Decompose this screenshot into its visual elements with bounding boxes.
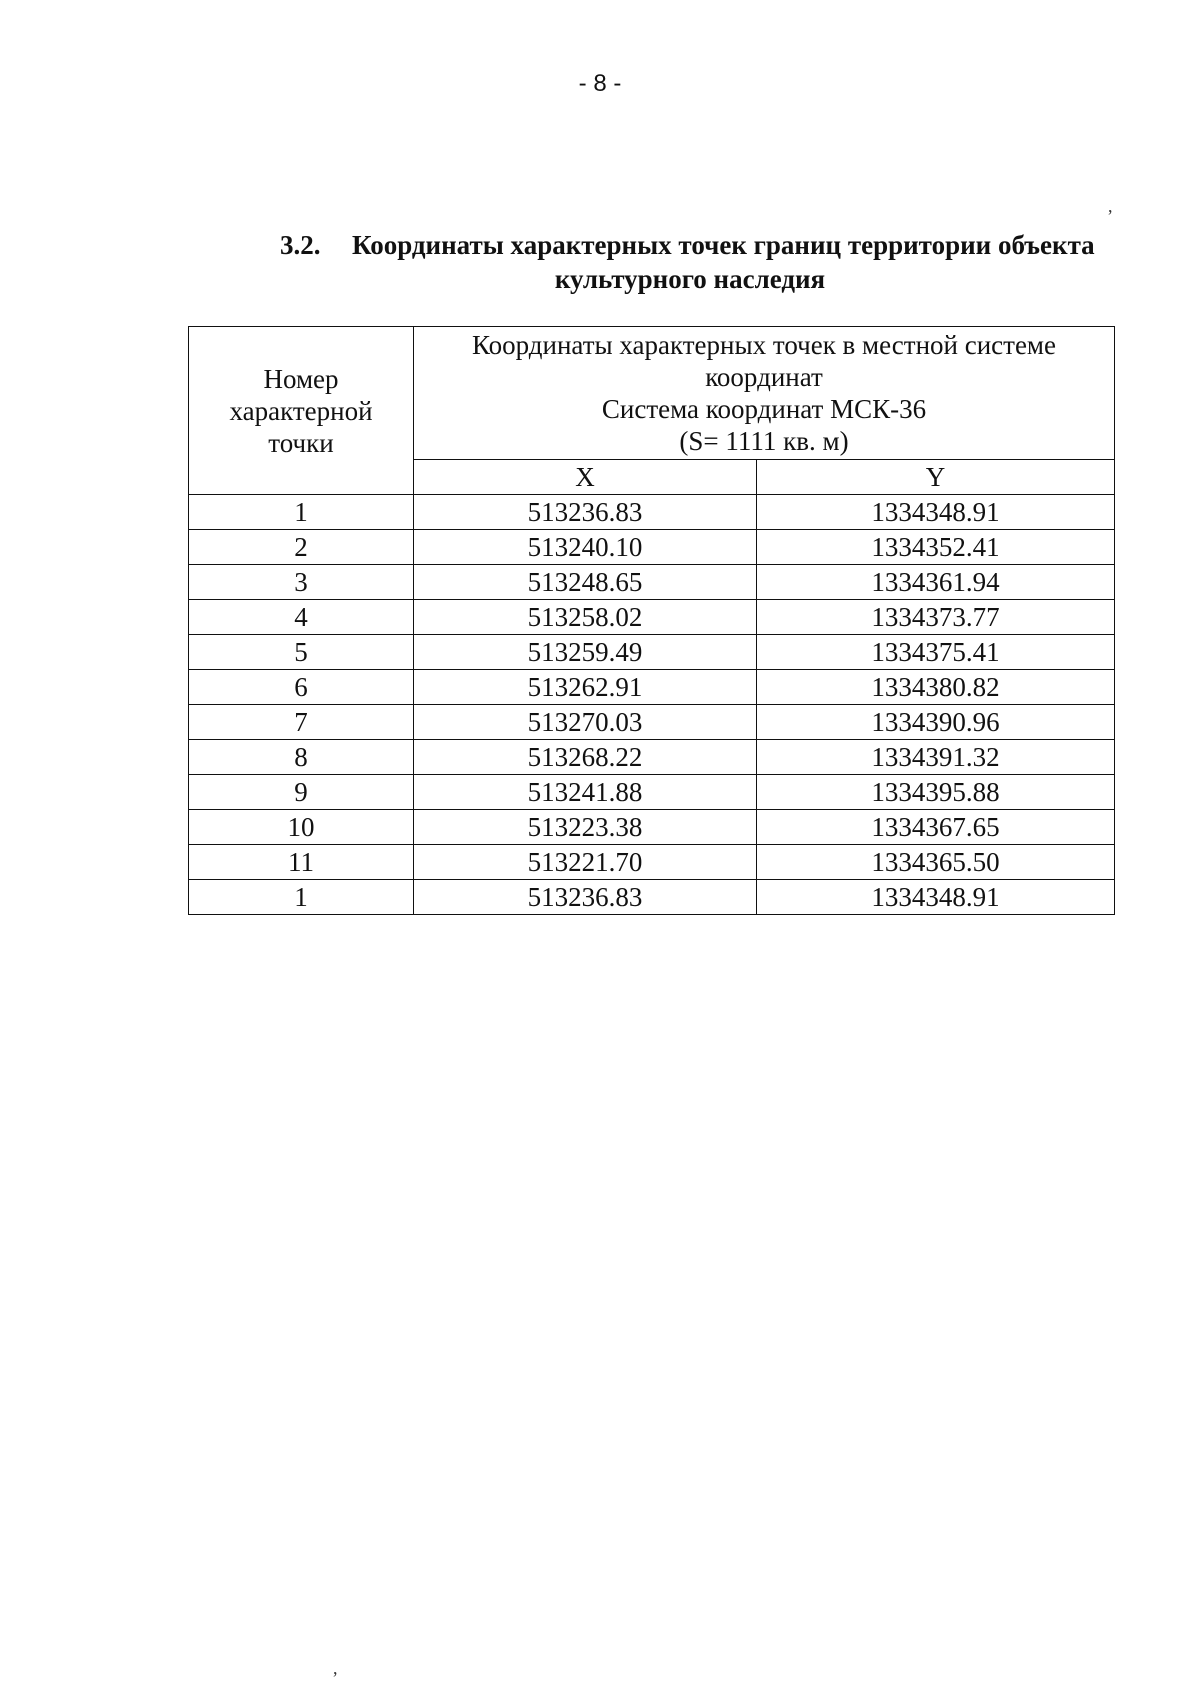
section-heading-line1 xyxy=(280,228,1160,262)
point-number: 9 xyxy=(189,775,414,810)
coord-y: 1334361.94 xyxy=(757,565,1115,600)
coord-x: 513258.02 xyxy=(414,600,757,635)
table-row xyxy=(189,670,1115,705)
table-row xyxy=(189,810,1115,845)
point-number: 2 xyxy=(189,530,414,565)
coord-x: 513240.10 xyxy=(414,530,757,565)
coord-x: 513248.65 xyxy=(414,565,757,600)
coord-x: 513223.38 xyxy=(414,810,757,845)
header-x: X xyxy=(414,460,757,495)
scan-mark: , xyxy=(333,1658,338,1678)
header-y: Y xyxy=(757,460,1115,495)
coord-x: 513221.70 xyxy=(414,845,757,880)
table-row xyxy=(189,775,1115,810)
coord-y: 1334375.41 xyxy=(757,635,1115,670)
coord-y: 1334348.91 xyxy=(757,495,1115,530)
coord-x: 513236.83 xyxy=(414,495,757,530)
coord-y: 1334348.91 xyxy=(757,880,1115,915)
table-row xyxy=(189,530,1115,565)
point-number: 11 xyxy=(189,845,414,880)
table-row xyxy=(189,705,1115,740)
header-coordinate-system: Координаты характерных точек в местной системе координат Система координат МСК-36 (S= 1111 кв. м) xyxy=(414,327,1115,460)
coord-x: 513236.83 xyxy=(414,880,757,915)
point-number: 5 xyxy=(189,635,414,670)
coord-x: 513241.88 xyxy=(414,775,757,810)
coord-y: 1334395.88 xyxy=(757,775,1115,810)
header-point-number: Номер характерной точки xyxy=(189,327,414,495)
coord-y: 1334367.65 xyxy=(757,810,1115,845)
point-number: 1 xyxy=(189,495,414,530)
point-number: 10 xyxy=(189,810,414,845)
page-number: - 8 - xyxy=(578,70,622,97)
table-row xyxy=(189,845,1115,880)
coord-x: 513262.91 xyxy=(414,670,757,705)
coord-y: 1334373.77 xyxy=(757,600,1115,635)
point-number: 3 xyxy=(189,565,414,600)
table-row xyxy=(189,565,1115,600)
coord-y: 1334380.82 xyxy=(757,670,1115,705)
section-title-line2: культурного наследия xyxy=(554,264,826,294)
section-title: Координаты характерных точек границ территории объекта xyxy=(352,230,1095,260)
coord-y: 1334390.96 xyxy=(757,705,1115,740)
table-row xyxy=(189,600,1115,635)
scan-mark: , xyxy=(1108,196,1113,216)
table-row xyxy=(189,635,1115,670)
table-row xyxy=(189,740,1115,775)
coord-x: 513268.22 xyxy=(414,740,757,775)
table-row xyxy=(189,880,1115,915)
point-number: 4 xyxy=(189,600,414,635)
point-number: 7 xyxy=(189,705,414,740)
point-number: 6 xyxy=(189,670,414,705)
coord-y: 1334365.50 xyxy=(757,845,1115,880)
coordinates-table xyxy=(188,326,1115,915)
coord-y: 1334391.32 xyxy=(757,740,1115,775)
table-row xyxy=(189,495,1115,530)
coord-x: 513270.03 xyxy=(414,705,757,740)
section-heading xyxy=(280,228,1160,296)
point-number: 1 xyxy=(189,880,414,915)
coord-y: 1334352.41 xyxy=(757,530,1115,565)
section-number: 3.2. xyxy=(280,230,321,260)
point-number: 8 xyxy=(189,740,414,775)
coord-x: 513259.49 xyxy=(414,635,757,670)
